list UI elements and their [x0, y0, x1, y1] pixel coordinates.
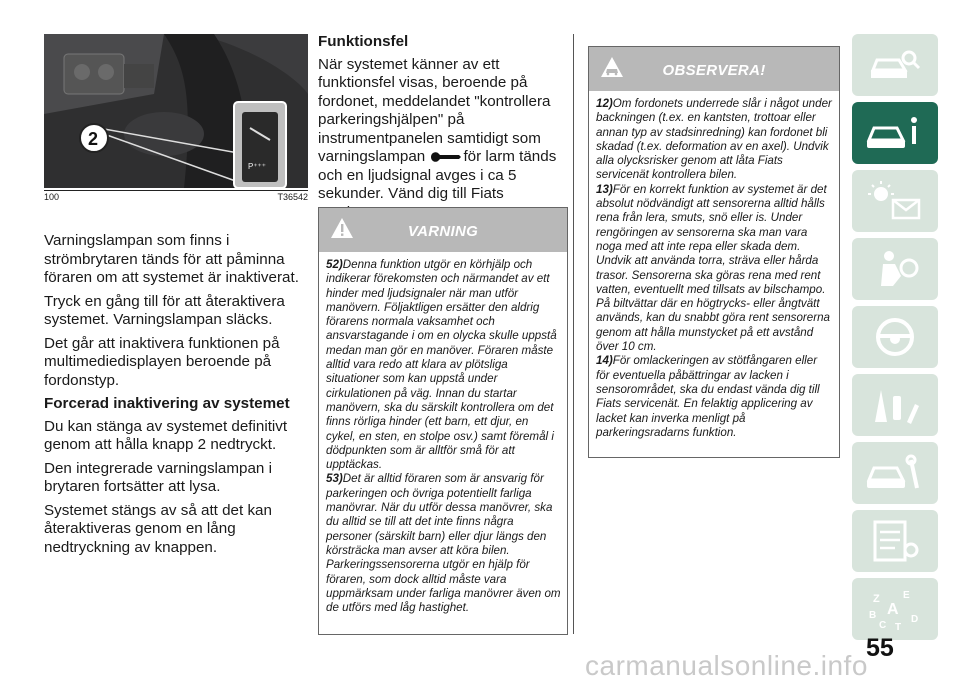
tab-index[interactable] [852, 578, 938, 640]
warning-header [319, 208, 567, 252]
observe-title: OBSERVERA! [662, 62, 766, 79]
observe-header [589, 47, 839, 91]
note-number: 53) [326, 472, 343, 486]
index-letter: T [895, 622, 902, 632]
car-search-icon [865, 42, 925, 88]
page-number: 55 [866, 634, 894, 662]
column-2 [318, 33, 572, 226]
note-13 [596, 183, 833, 355]
note-number: 13) [596, 182, 613, 196]
tab-car-search[interactable] [852, 34, 938, 96]
note-12 [596, 97, 833, 183]
note-52 [326, 258, 561, 472]
index-letter: D [911, 614, 919, 625]
index-letter: A [887, 601, 899, 618]
paragraph: Den integrerade varningslampan i brytaren fortsätter att lysa. [44, 459, 272, 495]
note-text: För en korrekt funktion av systemet är det absolut nödvändigt att sensorerna alltid hålls rena från lera, smuts, snö eller is. Under rengöringen av sensorerna ska man vara noga med att inte repa eller skada dem. Undvik att använda torra, sträva eller hårda trasor. Sensorerna ska göras rena med rent vatten, eventuellt med tillsats av bilschampo. På biltvättar där en högtrycks- eller ångtvätt används, kan du snabbt göra rent sensorerna genom att hålla munstycket på ett avstånd över 10 cm. [596, 182, 830, 354]
note-text: Det är alltid föraren som är ansvarig för parkeringen och övriga potentiellt farliga manövrar. När du utför dessa manövrer, ska du alltid se till att det inte finns några personer (särskilt barn) eller djur längs den körsträcka man avser att köra bilen. Parkeringssensorerna utgör en hjälp för föraren, som dock alltid måste vara uppmärksam under farliga manövrer även om de utförs med låg hastighet. [326, 472, 561, 615]
tab-roadside[interactable] [852, 374, 938, 436]
paragraph: Varningslampan som finns i strömbrytaren tänds för att påminna föraren om att systemet är inaktiverat. [44, 232, 299, 286]
column-1 [44, 232, 306, 562]
tab-maintenance[interactable] [852, 442, 938, 504]
alphabet-index-icon [865, 586, 925, 632]
warning-title: VARNING [407, 223, 479, 240]
note-text: För omlackeringen av stötfångaren eller för eventuella påbättringar av lacken i sensorområdet, ska du endast vända dig till Fiats servicenät. En felaktig applicering av lacket kan inverka menligt på parkeringsradarns funktion. [596, 354, 820, 439]
figure-number: 100 [44, 192, 60, 202]
paragraph: Systemet stängs av så att det kan återaktiveras genom en lång nedtryckning av knappen. [44, 501, 272, 556]
index-letter: E [903, 590, 910, 601]
paragraph: Tryck en gång till för att återaktivera systemet. Varningslampan släcks. [44, 292, 285, 328]
note-number: 12) [596, 97, 613, 110]
tab-steering[interactable] [852, 306, 938, 368]
note-14 [596, 354, 833, 440]
callout-number: 2 [88, 129, 99, 149]
warning-lights-icon [865, 178, 925, 224]
index-letter: C [879, 620, 887, 631]
tab-specifications[interactable] [852, 510, 938, 572]
roadside-tools-icon [865, 382, 925, 428]
observe-box [588, 46, 840, 458]
index-letter: Z [873, 593, 880, 605]
column-divider [573, 34, 574, 634]
steering-wheel-icon [865, 314, 925, 360]
car-info-icon [865, 110, 925, 156]
observe-body [589, 91, 839, 448]
paragraph-text: för larm tänds och en ljudsignal avges i ca 5 sekunder. Vänd dig till Fiats [318, 148, 557, 202]
warning-body [319, 252, 567, 623]
paragraph: Du kan stänga av systemet definitivt genom att hålla knapp 2 nedtryckt. [44, 417, 288, 453]
watermark: carmanualsonline.info [585, 650, 868, 678]
parking-button-label: P⁺⁺⁺ [248, 162, 267, 171]
airbag-person-icon [865, 246, 925, 292]
tab-car-info[interactable] [852, 102, 938, 164]
settings-list-icon [865, 518, 925, 564]
note-53 [326, 472, 561, 615]
note-number: 52) [326, 258, 343, 271]
figure-code: T36542 [277, 192, 308, 202]
tab-airbag[interactable] [852, 238, 938, 300]
section-heading: Forcerad inaktivering av systemet [44, 395, 290, 412]
paragraph: Det går att inaktivera funktionen på multimediedisplayen beroende på fordonstyp. [44, 334, 280, 389]
wrench-icon [429, 150, 463, 164]
tab-warning-lights[interactable] [852, 170, 938, 232]
note-text: Denna funktion utgör en körhjälp och indikerar förekomsten och närmandet av ett hinder med ljudsignaler när man utför manövern. Följaktligen ersätter den aldrig förarens normala vaksamhet och ansvarstagande i om en olycka skulle uppstå medan man gör en manöver. Föraren måste alltid vara redo att klara av plötsliga situationer som kan uppstå under cirkulationen på väg. Innan du startar manövern, ska du särskilt kontrollera om det finns rörliga hinder (ett barn, ett djur, en cykel, en sten, en stolpe osv.) samt föremål i dödpunkten som är alltför små för att upptäckas. [326, 258, 557, 472]
warning-box [318, 207, 568, 635]
car-wrench-icon [865, 450, 925, 496]
note-text: Om fordonets underrede slår i något under backningen (t.ex. en kantsten, trottoar eller annan typ av stadsinredning) kan fordonet bli skadad (t.ex. deformation av en axel). Undvik alla olycksrisker genom att låta Fiats servicenät kontrollera bilen. [596, 97, 832, 182]
paragraph-text: När systemet känner av ett funktionsfel visas, beroende på fordonet, meddelandet "kontrollera parkeringshjälpen" på instrumentpanelen samtidigt som varningslampan [318, 55, 551, 165]
note-number: 14) [596, 354, 613, 368]
paragraph [318, 56, 572, 223]
photo-caption [44, 190, 308, 204]
index-letter: B [869, 610, 877, 621]
dashboard-photo [44, 34, 308, 188]
chapter-tabs [852, 34, 938, 646]
section-heading: Funktionsfel [318, 33, 409, 50]
